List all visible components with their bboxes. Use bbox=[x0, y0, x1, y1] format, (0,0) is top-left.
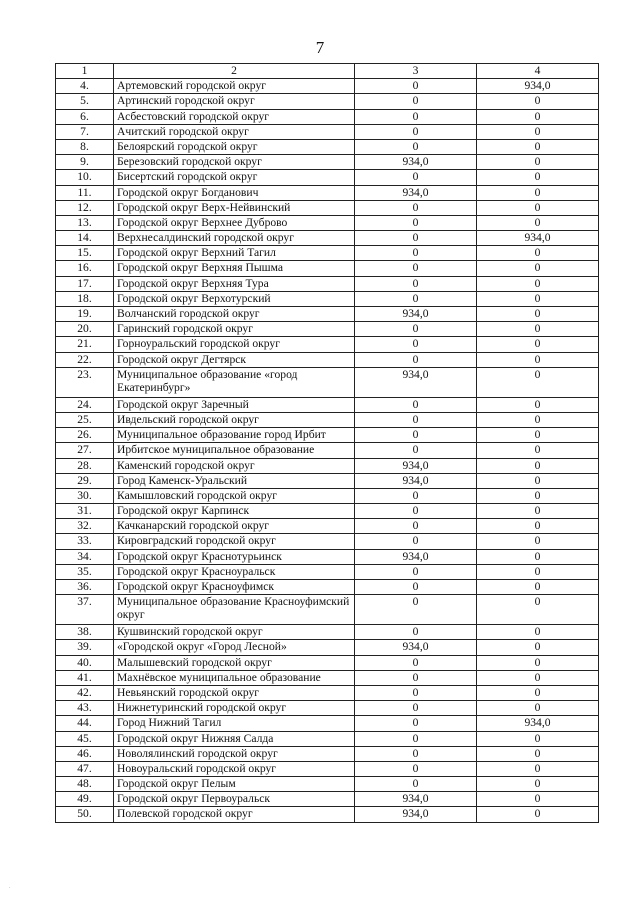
municipality-name: Новоуральский городской округ bbox=[114, 761, 355, 776]
municipality-name: Городской округ Верхнее Дуброво bbox=[114, 215, 355, 230]
value-column-4: 0 bbox=[477, 640, 599, 655]
municipality-name: Ирбитское муниципальное образование bbox=[114, 443, 355, 458]
row-number: 27. bbox=[56, 443, 114, 458]
value-column-4: 0 bbox=[477, 807, 599, 822]
value-column-3: 0 bbox=[355, 777, 477, 792]
table-row bbox=[56, 155, 599, 170]
table-row bbox=[56, 670, 599, 685]
value-column-3: 934,0 bbox=[355, 549, 477, 564]
table-row bbox=[56, 792, 599, 807]
row-number: 31. bbox=[56, 504, 114, 519]
municipality-name: Городской округ Верхняя Тура bbox=[114, 276, 355, 291]
municipality-name: «Городской округ «Город Лесной» bbox=[114, 640, 355, 655]
row-number: 11. bbox=[56, 185, 114, 200]
value-column-4: 0 bbox=[477, 655, 599, 670]
municipality-name: Городской округ Богданович bbox=[114, 185, 355, 200]
municipality-name: Малышевский городской округ bbox=[114, 655, 355, 670]
table-row bbox=[56, 701, 599, 716]
table-row bbox=[56, 94, 599, 109]
value-column-4: 0 bbox=[477, 185, 599, 200]
table-row bbox=[56, 276, 599, 291]
value-column-4: 0 bbox=[477, 595, 599, 625]
value-column-4: 0 bbox=[477, 276, 599, 291]
municipality-name: Полевской городской округ bbox=[114, 807, 355, 822]
value-column-3: 0 bbox=[355, 322, 477, 337]
row-number: 48. bbox=[56, 777, 114, 792]
value-column-3: 0 bbox=[355, 109, 477, 124]
table-row bbox=[56, 261, 599, 276]
value-column-4: 0 bbox=[477, 504, 599, 519]
value-column-3: 934,0 bbox=[355, 155, 477, 170]
row-number: 23. bbox=[56, 367, 114, 397]
table-row bbox=[56, 595, 599, 625]
row-number: 13. bbox=[56, 215, 114, 230]
table-row bbox=[56, 777, 599, 792]
value-column-4: 934,0 bbox=[477, 716, 599, 731]
row-number: 35. bbox=[56, 564, 114, 579]
table-row bbox=[56, 291, 599, 306]
value-column-4: 0 bbox=[477, 337, 599, 352]
municipality-name: Каменский городской округ bbox=[114, 458, 355, 473]
value-column-4: 0 bbox=[477, 701, 599, 716]
value-column-4: 0 bbox=[477, 534, 599, 549]
value-column-4: 0 bbox=[477, 580, 599, 595]
municipality-name: Городской округ Дегтярск bbox=[114, 352, 355, 367]
row-number: 43. bbox=[56, 701, 114, 716]
table-row bbox=[56, 124, 599, 139]
value-column-3: 0 bbox=[355, 124, 477, 139]
row-number: 25. bbox=[56, 412, 114, 427]
column-header-2: 2 bbox=[114, 64, 355, 79]
value-column-3: 934,0 bbox=[355, 640, 477, 655]
value-column-4: 0 bbox=[477, 564, 599, 579]
table-row bbox=[56, 79, 599, 94]
value-column-4: 0 bbox=[477, 428, 599, 443]
value-column-4: 0 bbox=[477, 124, 599, 139]
table-row bbox=[56, 185, 599, 200]
table-row bbox=[56, 109, 599, 124]
municipality-name: Гаринский городской округ bbox=[114, 322, 355, 337]
value-column-3: 0 bbox=[355, 231, 477, 246]
value-column-3: 0 bbox=[355, 488, 477, 503]
value-column-4: 0 bbox=[477, 746, 599, 761]
municipality-name: Горноуральский городской округ bbox=[114, 337, 355, 352]
row-number: 40. bbox=[56, 655, 114, 670]
scan-mark: . bbox=[9, 884, 11, 890]
value-column-3: 934,0 bbox=[355, 367, 477, 397]
table-row bbox=[56, 807, 599, 822]
table-header-row bbox=[56, 64, 599, 79]
table-row bbox=[56, 246, 599, 261]
value-column-3: 0 bbox=[355, 200, 477, 215]
value-column-3: 934,0 bbox=[355, 458, 477, 473]
value-column-4: 934,0 bbox=[477, 231, 599, 246]
row-number: 47. bbox=[56, 761, 114, 776]
municipality-name: Невьянский городской округ bbox=[114, 685, 355, 700]
value-column-4: 0 bbox=[477, 307, 599, 322]
table-row bbox=[56, 564, 599, 579]
table-row bbox=[56, 215, 599, 230]
value-column-3: 0 bbox=[355, 504, 477, 519]
value-column-4: 0 bbox=[477, 109, 599, 124]
municipality-name: Городской округ Верх-Нейвинский bbox=[114, 200, 355, 215]
row-number: 41. bbox=[56, 670, 114, 685]
value-column-3: 0 bbox=[355, 670, 477, 685]
value-column-4: 0 bbox=[477, 352, 599, 367]
table-row bbox=[56, 200, 599, 215]
value-column-3: 0 bbox=[355, 79, 477, 94]
row-number: 44. bbox=[56, 716, 114, 731]
row-number: 12. bbox=[56, 200, 114, 215]
value-column-3: 0 bbox=[355, 716, 477, 731]
value-column-4: 934,0 bbox=[477, 79, 599, 94]
value-column-3: 0 bbox=[355, 337, 477, 352]
value-column-4: 0 bbox=[477, 412, 599, 427]
value-column-3: 0 bbox=[355, 246, 477, 261]
value-column-3: 0 bbox=[355, 655, 477, 670]
value-column-4: 0 bbox=[477, 761, 599, 776]
value-column-3: 0 bbox=[355, 746, 477, 761]
municipality-name: Верхнесалдинский городской округ bbox=[114, 231, 355, 246]
municipality-name: Артемовский городской округ bbox=[114, 79, 355, 94]
row-number: 28. bbox=[56, 458, 114, 473]
table-row bbox=[56, 534, 599, 549]
value-column-4: 0 bbox=[477, 443, 599, 458]
row-number: 37. bbox=[56, 595, 114, 625]
table-row bbox=[56, 746, 599, 761]
value-column-3: 0 bbox=[355, 139, 477, 154]
row-number: 10. bbox=[56, 170, 114, 185]
row-number: 33. bbox=[56, 534, 114, 549]
row-number: 14. bbox=[56, 231, 114, 246]
row-number: 4. bbox=[56, 79, 114, 94]
value-column-4: 0 bbox=[477, 670, 599, 685]
column-header-4: 4 bbox=[477, 64, 599, 79]
municipality-name: Муниципальное образование Красноуфимский округ bbox=[114, 595, 355, 625]
row-number: 18. bbox=[56, 291, 114, 306]
value-column-3: 0 bbox=[355, 443, 477, 458]
row-number: 6. bbox=[56, 109, 114, 124]
municipality-name: Муниципальное образование «город Екатеринбург» bbox=[114, 367, 355, 397]
value-column-4: 0 bbox=[477, 488, 599, 503]
row-number: 42. bbox=[56, 685, 114, 700]
table-row bbox=[56, 170, 599, 185]
value-column-4: 0 bbox=[477, 215, 599, 230]
row-number: 29. bbox=[56, 473, 114, 488]
municipality-name: Новолялинский городской округ bbox=[114, 746, 355, 761]
row-number: 16. bbox=[56, 261, 114, 276]
value-column-4: 0 bbox=[477, 246, 599, 261]
municipality-name: Городской округ Пелым bbox=[114, 777, 355, 792]
municipality-name: Городской округ Верхняя Пышма bbox=[114, 261, 355, 276]
value-column-4: 0 bbox=[477, 322, 599, 337]
table-row bbox=[56, 412, 599, 427]
table-row bbox=[56, 352, 599, 367]
row-number: 15. bbox=[56, 246, 114, 261]
value-column-3: 0 bbox=[355, 685, 477, 700]
table-body bbox=[56, 79, 599, 822]
table-row bbox=[56, 519, 599, 534]
row-number: 20. bbox=[56, 322, 114, 337]
municipality-name: Кировградский городской округ bbox=[114, 534, 355, 549]
value-column-3: 0 bbox=[355, 94, 477, 109]
table-row bbox=[56, 367, 599, 397]
value-column-3: 0 bbox=[355, 534, 477, 549]
value-column-4: 0 bbox=[477, 170, 599, 185]
row-number: 19. bbox=[56, 307, 114, 322]
value-column-4: 0 bbox=[477, 549, 599, 564]
value-column-3: 0 bbox=[355, 564, 477, 579]
row-number: 7. bbox=[56, 124, 114, 139]
table-row bbox=[56, 231, 599, 246]
value-column-3: 0 bbox=[355, 397, 477, 412]
table-row bbox=[56, 488, 599, 503]
row-number: 9. bbox=[56, 155, 114, 170]
value-column-4: 0 bbox=[477, 458, 599, 473]
value-column-3: 0 bbox=[355, 701, 477, 716]
municipality-name: Ачитский городской округ bbox=[114, 124, 355, 139]
value-column-3: 934,0 bbox=[355, 185, 477, 200]
row-number: 5. bbox=[56, 94, 114, 109]
row-number: 36. bbox=[56, 580, 114, 595]
value-column-3: 934,0 bbox=[355, 792, 477, 807]
row-number: 32. bbox=[56, 519, 114, 534]
row-number: 50. bbox=[56, 807, 114, 822]
row-number: 21. bbox=[56, 337, 114, 352]
value-column-3: 0 bbox=[355, 428, 477, 443]
table-row bbox=[56, 716, 599, 731]
table-row bbox=[56, 443, 599, 458]
municipality-name: Городской округ Краснотурьинск bbox=[114, 549, 355, 564]
value-column-4: 0 bbox=[477, 777, 599, 792]
table-row bbox=[56, 580, 599, 595]
table-row bbox=[56, 549, 599, 564]
table-row bbox=[56, 458, 599, 473]
row-number: 39. bbox=[56, 640, 114, 655]
table-row bbox=[56, 322, 599, 337]
municipality-name: Городской округ Нижняя Салда bbox=[114, 731, 355, 746]
value-column-3: 0 bbox=[355, 291, 477, 306]
value-column-4: 0 bbox=[477, 792, 599, 807]
value-column-4: 0 bbox=[477, 397, 599, 412]
value-column-3: 0 bbox=[355, 519, 477, 534]
table-row bbox=[56, 640, 599, 655]
row-number: 26. bbox=[56, 428, 114, 443]
municipality-name: Качканарский городской округ bbox=[114, 519, 355, 534]
value-column-4: 0 bbox=[477, 473, 599, 488]
value-column-3: 0 bbox=[355, 412, 477, 427]
value-column-3: 934,0 bbox=[355, 473, 477, 488]
value-column-4: 0 bbox=[477, 519, 599, 534]
row-number: 38. bbox=[56, 625, 114, 640]
table-row bbox=[56, 731, 599, 746]
row-number: 30. bbox=[56, 488, 114, 503]
municipality-name: Городской округ Заречный bbox=[114, 397, 355, 412]
value-column-4: 0 bbox=[477, 685, 599, 700]
table-row bbox=[56, 428, 599, 443]
municipality-name: Городской округ Карпинск bbox=[114, 504, 355, 519]
municipality-name: Асбестовский городской округ bbox=[114, 109, 355, 124]
municipality-name: Белоярский городской округ bbox=[114, 139, 355, 154]
municipality-name: Махнёвское муниципальное образование bbox=[114, 670, 355, 685]
municipality-name: Бисертский городской округ bbox=[114, 170, 355, 185]
municipality-name: Березовский городской округ bbox=[114, 155, 355, 170]
table-row bbox=[56, 504, 599, 519]
municipality-name: Камышловский городской округ bbox=[114, 488, 355, 503]
table-row bbox=[56, 337, 599, 352]
municipality-name: Кушвинский городской округ bbox=[114, 625, 355, 640]
value-column-4: 0 bbox=[477, 155, 599, 170]
value-column-4: 0 bbox=[477, 625, 599, 640]
table-row bbox=[56, 655, 599, 670]
row-number: 45. bbox=[56, 731, 114, 746]
value-column-4: 0 bbox=[477, 291, 599, 306]
row-number: 46. bbox=[56, 746, 114, 761]
value-column-3: 0 bbox=[355, 276, 477, 291]
municipality-name: Городской округ Красноуральск bbox=[114, 564, 355, 579]
table-row bbox=[56, 397, 599, 412]
value-column-3: 0 bbox=[355, 580, 477, 595]
municipality-name: Муниципальное образование город Ирбит bbox=[114, 428, 355, 443]
municipality-name: Нижнетуринский городской округ bbox=[114, 701, 355, 716]
municipality-name: Городской округ Первоуральск bbox=[114, 792, 355, 807]
table-row bbox=[56, 685, 599, 700]
municipality-name: Городской округ Верхний Тагил bbox=[114, 246, 355, 261]
value-column-3: 0 bbox=[355, 595, 477, 625]
row-number: 8. bbox=[56, 139, 114, 154]
row-number: 22. bbox=[56, 352, 114, 367]
column-header-1: 1 bbox=[56, 64, 114, 79]
value-column-3: 0 bbox=[355, 215, 477, 230]
value-column-4: 0 bbox=[477, 731, 599, 746]
row-number: 17. bbox=[56, 276, 114, 291]
row-number: 49. bbox=[56, 792, 114, 807]
value-column-4: 0 bbox=[477, 261, 599, 276]
column-header-3: 3 bbox=[355, 64, 477, 79]
municipality-name: Город Нижний Тагил bbox=[114, 716, 355, 731]
value-column-3: 934,0 bbox=[355, 807, 477, 822]
value-column-3: 934,0 bbox=[355, 307, 477, 322]
value-column-4: 0 bbox=[477, 200, 599, 215]
row-number: 24. bbox=[56, 397, 114, 412]
table-row bbox=[56, 307, 599, 322]
municipality-name: Городской округ Красноуфимск bbox=[114, 580, 355, 595]
table-row bbox=[56, 625, 599, 640]
municipality-name: Ивдельский городской округ bbox=[114, 412, 355, 427]
table-row bbox=[56, 761, 599, 776]
value-column-4: 0 bbox=[477, 367, 599, 397]
value-column-3: 0 bbox=[355, 170, 477, 185]
value-column-3: 0 bbox=[355, 731, 477, 746]
municipality-name: Город Каменск-Уральский bbox=[114, 473, 355, 488]
value-column-3: 0 bbox=[355, 761, 477, 776]
value-column-3: 0 bbox=[355, 261, 477, 276]
municipality-name: Волчанский городской округ bbox=[114, 307, 355, 322]
municipality-name: Городской округ Верхотурский bbox=[114, 291, 355, 306]
row-number: 34. bbox=[56, 549, 114, 564]
allocation-table bbox=[55, 63, 599, 823]
value-column-4: 0 bbox=[477, 139, 599, 154]
table-row bbox=[56, 473, 599, 488]
value-column-3: 0 bbox=[355, 625, 477, 640]
value-column-4: 0 bbox=[477, 94, 599, 109]
page-number: 7 bbox=[315, 38, 325, 57]
value-column-3: 0 bbox=[355, 352, 477, 367]
municipality-name: Артинский городской округ bbox=[114, 94, 355, 109]
table-row bbox=[56, 139, 599, 154]
